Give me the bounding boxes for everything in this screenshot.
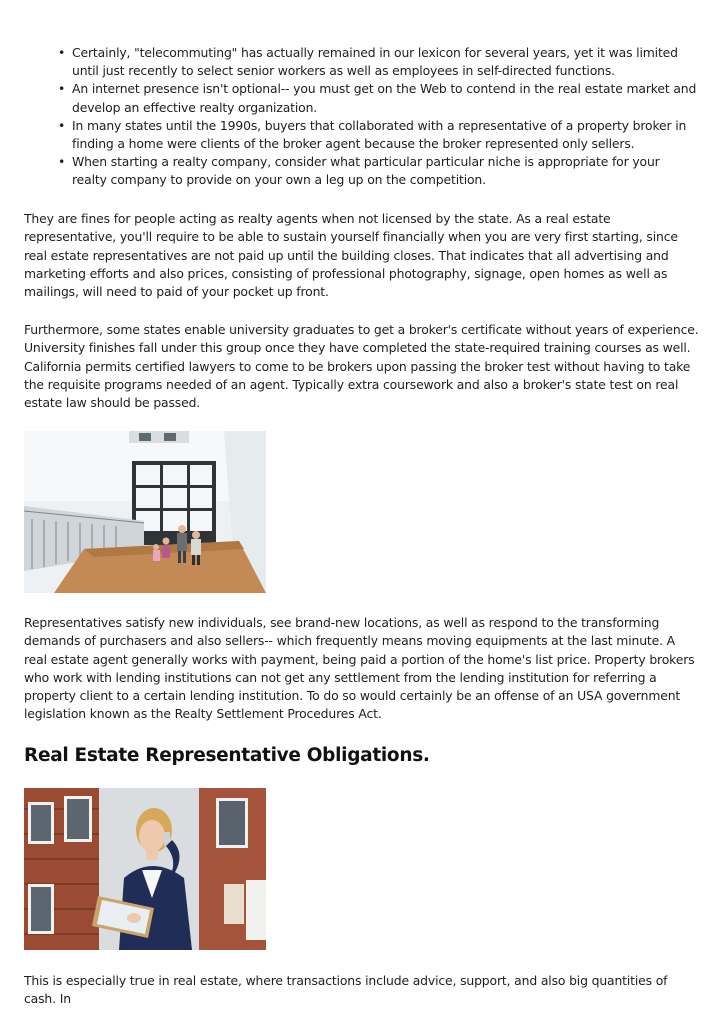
paragraph: Furthermore, some states enable university graduates to get a broker's certificate without years of experience. University finishes fall under this group once they have completed the state-required training courses as well. California permits certified lawyers to come to be brokers upon passing the broker test without having to take the requisite programs needed of an agent. Typically extra coursework and also a broker's state test on real estate law should be passed. bbox=[24, 322, 699, 411]
bullet-list bbox=[58, 44, 698, 190]
staircase-house-photo bbox=[24, 431, 266, 593]
agent-with-phone-photo bbox=[24, 788, 266, 950]
bullet-item: • When starting a realty company, consider what particular particular niche is appropriate for your realty company to provide on your own a leg up on the competition. bbox=[58, 153, 698, 189]
section-heading: Real Estate Representative Obligations. bbox=[24, 745, 430, 766]
bullet-item: • In many states until the 1990s, buyers that collaborated with a representative of a property broker in finding a home were clients of the broker agent because the broker represented only sellers. bbox=[58, 117, 698, 153]
paragraph: This is especially true in real estate, where transactions include advice, support, and also big quantities of cash. In bbox=[24, 973, 668, 1007]
paragraph: Representatives satisfy new individuals, see brand-new locations, as well as respond to the transforming demands of purchasers and also sellers-- which frequently means moving equipments at the last minute. A real estate agent generally works with payment, being paid a portion of the home's list price. Property brokers who work with lending institutions can not get any settlement from the lending institution for referring a property client to a certain lending institution. To do so would certainly be an offense of an USA government legislation known as the Realty Settlement Procedures Act. bbox=[24, 615, 695, 722]
bullet-item: • Certainly, "telecommuting" has actually remained in our lexicon for several years, yet it was limited until just recently to select senior workers as well as employees in self-directed functions. bbox=[58, 44, 698, 80]
bullet-item: • An internet presence isn't optional-- you must get on the Web to contend in the real estate market and develop an effective realty organization. bbox=[58, 80, 698, 116]
paragraph: They are fines for people acting as realty agents when not licensed by the state. As a real estate representative, you'll require to be able to sustain yourself financially when you are very first starting, since real estate representatives are not paid up until the building closes. That indicates that all advertising and marketing efforts and also prices, consisting of professional photography, signage, open homes as well as mailings, will need to paid of your pocket up front. bbox=[24, 211, 678, 300]
